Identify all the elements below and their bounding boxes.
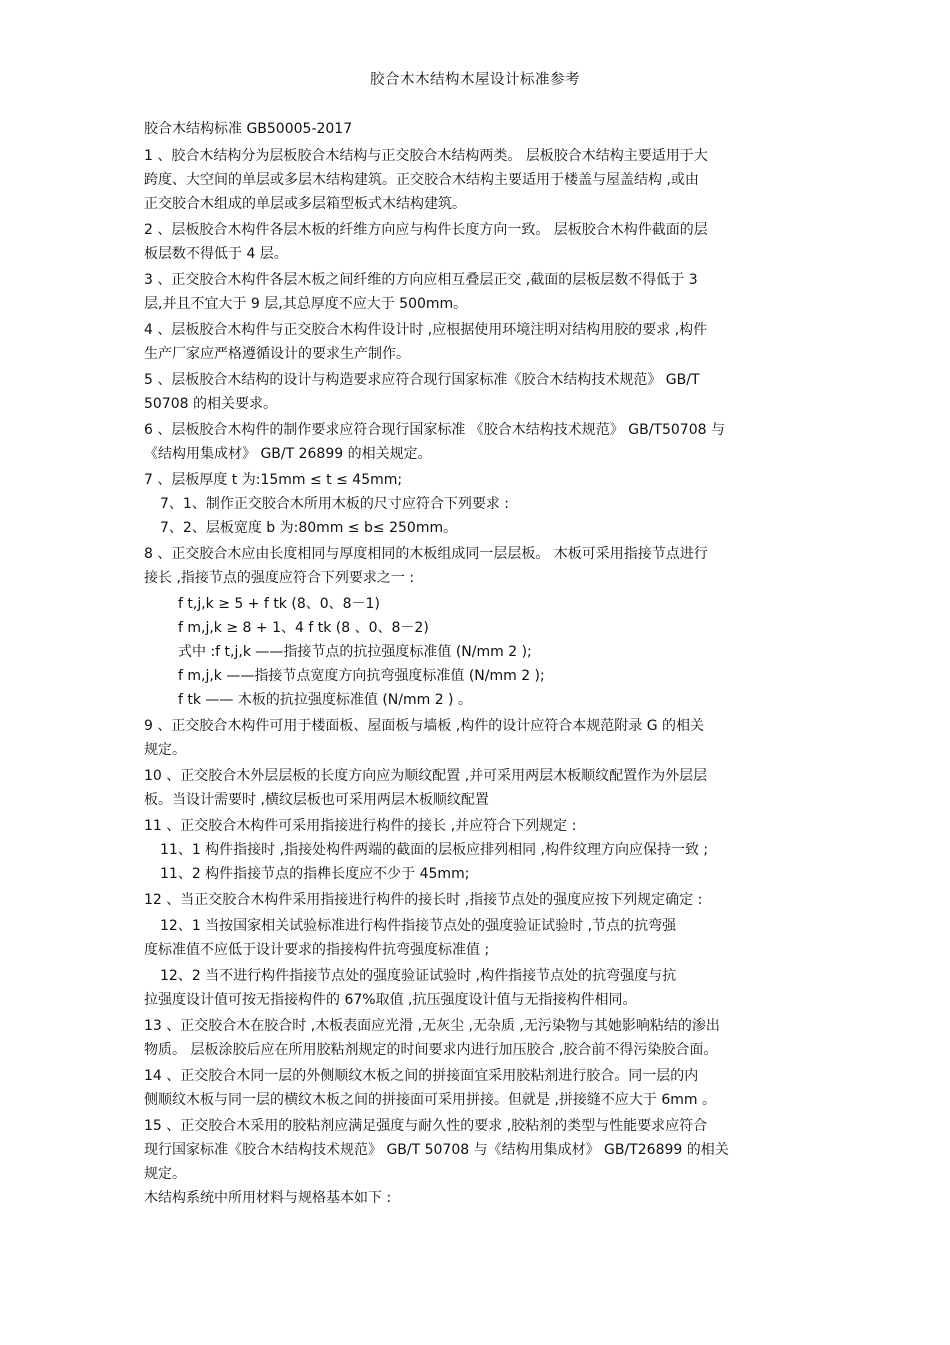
document-body	[144, 117, 814, 1210]
paragraph-line: 3 、正交胶合木构件各层木板之间纤维的方向应相互叠层正交 ,截面的层板层数不得低于 3	[144, 272, 698, 288]
paragraph-line: 木结构系统中所用材料与规格基本如下 :	[144, 1190, 392, 1206]
paragraph-line: 规定。	[144, 742, 186, 758]
standard-heading: 胶合木结构标准 GB50005-2017	[144, 121, 353, 137]
paragraph-line: 8 、正交胶合木应由长度相同与厚度相同的木板组成同一层层板。 木板可采用指接节点进行	[144, 546, 708, 562]
formula-line: f t,j,k ≥ 5 + f tk (8、0、8－1)	[178, 596, 380, 612]
paragraph-line: 11、2 构件指接节点的指榫长度应不少于 45mm;	[160, 866, 470, 882]
paragraph-line: 14 、正交胶合木同一层的外侧顺纹木板之间的拼接面宜采用胶粘剂进行胶合。同一层的内	[144, 1068, 699, 1084]
paragraph-line: 物质。 层板涂胶后应在所用胶粘剂规定的时间要求内进行加压胶合 ,胶合前不得污染胶合面。	[144, 1042, 718, 1058]
paragraph-line: 12 、当正交胶合木构件采用指接进行构件的接长时 ,指接节点处的强度应按下列规定确定 :	[144, 892, 703, 908]
paragraph-line: 10 、正交胶合木外层层板的长度方向应为顺纹配置 ,并可采用两层木板顺纹配置作为外层层	[144, 768, 708, 784]
paragraph-line: 接长 ,指接节点的强度应符合下列要求之一 :	[144, 570, 415, 586]
paragraph-line: 正交胶合木组成的单层或多层箱型板式木结构建筑。	[144, 196, 466, 212]
formula-line: f m,j,k ≥ 8 + 1、4 f tk (8 、0、8－2)	[178, 620, 429, 636]
paragraph-line: 15 、正交胶合木采用的胶粘剂应满足强度与耐久性的要求 ,胶粘剂的类型与性能要求应符合	[144, 1118, 708, 1134]
paragraph-line: 7、2、层板宽度 b 为:80mm ≤ b≤ 250mm。	[160, 520, 458, 536]
paragraph-line: 6 、层板胶合木构件的制作要求应符合现行国家标准 《胶合木结构技术规范》 GB/T50708 与	[144, 422, 725, 438]
paragraph-line: 12、2 当不进行构件指接节点处的强度验证试验时 ,构件指接节点处的抗弯强度与抗	[160, 968, 677, 984]
paragraph-line: 1 、胶合木结构分为层板胶合木结构与正交胶合木结构两类。 层板胶合木结构主要适用于大	[144, 148, 708, 164]
paragraph-line: 11 、正交胶合木构件可采用指接进行构件的接长 ,并应符合下列规定 :	[144, 818, 577, 834]
paragraph-line: 13 、正交胶合木在胶合时 ,木板表面应光滑 ,无灰尘 ,无杂质 ,无污染物与其她影响粘结的渗出	[144, 1018, 720, 1034]
paragraph-line: 2 、层板胶合木构件各层木板的纤维方向应与构件长度方向一致。 层板胶合木构件截面的层	[144, 222, 708, 238]
paragraph-line: 跨度、大空间的单层或多层木结构建筑。正交胶合木结构主要适用于楼盖与屋盖结构 ,或由	[144, 172, 699, 188]
paragraph-line: 12、1 当按国家相关试验标准进行构件指接节点处的强度验证试验时 ,节点的抗弯强	[160, 918, 677, 934]
formula-line: f m,j,k ——指接节点宽度方向抗弯强度标准值 (N/mm 2 );	[178, 668, 545, 684]
paragraph-line: 5 、层板胶合木结构的设计与构造要求应符合现行国家标准《胶合木结构技术规范》 GB/T	[144, 372, 700, 388]
paragraph-line: 拉强度设计值可按无指接构件的 67%取值 ,抗压强度设计值与无指接构件相同。	[144, 992, 637, 1008]
formula-line: 式中 :f t,j,k ——指接节点的抗拉强度标准值 (N/mm 2 );	[178, 644, 532, 660]
paragraph-line: 7、1、制作正交胶合木所用木板的尺寸应符合下列要求 :	[160, 496, 509, 512]
paragraph-line: 板。当设计需要时 ,横纹层板也可采用两层木板顺纹配置	[144, 792, 489, 808]
paragraph-line: 《结构用集成材》 GB/T 26899 的相关规定。	[144, 446, 432, 462]
paragraph-line: 11、1 构件指接时 ,指接处构件两端的截面的层板应排列相同 ,构件纹理方向应保持一致 ;	[160, 842, 709, 858]
paragraph-line: 规定。	[144, 1166, 186, 1182]
paragraph-line: 7 、层板厚度 t 为:15mm ≤ t ≤ 45mm;	[144, 472, 403, 488]
paragraph-line: 板层数不得低于 4 层。	[144, 246, 288, 262]
formula-line: f tk —— 木板的抗拉强度标准值 (N/mm 2 ) 。	[178, 692, 472, 708]
paragraph-line: 层,并且不宜大于 9 层,其总厚度不应大于 500mm。	[144, 296, 468, 312]
paragraph-line: 4 、层板胶合木构件与正交胶合木构件设计时 ,应根据使用环境注明对结构用胶的要求 ,构件	[144, 322, 708, 338]
paragraph-line: 度标准值不应低于设计要求的指接构件抗弯强度标准值 ;	[144, 942, 490, 958]
paragraph-line: 生产厂家应严格遵循设计的要求生产制作。	[144, 346, 410, 362]
paragraph-line: 现行国家标准《胶合木结构技术规范》 GB/T 50708 与《结构用集成材》 GB/T26899 的相关	[144, 1142, 729, 1158]
paragraph-line: 50708 的相关要求。	[144, 396, 277, 412]
paragraph-line: 9 、正交胶合木构件可用于楼面板、屋面板与墙板 ,构件的设计应符合本规范附录 G 的相关	[144, 718, 705, 734]
document-title: 胶合木木结构木屋设计标准参考	[370, 72, 580, 88]
paragraph-line: 侧顺纹木板与同一层的横纹木板之间的拼接面可采用拼接。但就是 ,拼接缝不应大于 6mm 。	[144, 1092, 716, 1108]
